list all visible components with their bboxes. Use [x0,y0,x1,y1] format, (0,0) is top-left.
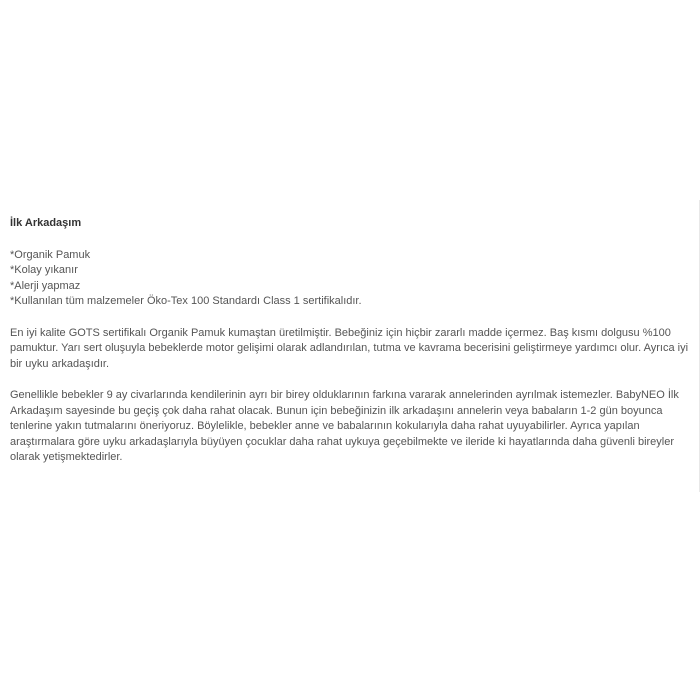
feature-list [10,248,694,310]
feature-item: *Alerji yapmaz [10,279,81,292]
description-paragraph: Genellikle bebekler 9 ay civarlarında kendilerinin ayrı bir birey olduklarının farkına vararak annelerinden ayrılmak istemezler. BabyNEO İlk Arkadaşım sayesinde bu geçiş çok daha rahat olacak. Bunun için bebeğinizin ilk arkadaşını annelerin veya babaların 1-2 gün boyunca tenlerine yakın tutmalarını öneriyoruz. Böylelikle, bebekler anne ve babalarının kokularıyla daha rahat uyuyabilirler. Ayrıca yapılan araştırmalara göre uyku arkadaşlarıyla büyüyen çocuklar daha rahat uykuya geçebilmekte ve ileride ki hayatlarında daha güvenli bireyler olarak yetişmektedirler. [10,389,679,463]
feature-item: *Kullanılan tüm malzemeler Öko-Tex 100 Standardı Class 1 sertifikalıdır. [10,295,362,307]
description-paragraph: En iyi kalite GOTS sertifikalı Organik Pamuk kumaştan üretilmiştir. Bebeğiniz için hiçbir zararlı madde içermez. Baş kısmı dolgusu %100 pamuktur. Yarı sert oluşuyla bebeklerde motor gelişimi olarak adlandırılan, tutma ve kavrama becerisini geliştirmeye yardımcı olur. Ayrıca iyi bir uyku arkadaşıdır. [10,326,689,370]
feature-item: *Kolay yıkanır [10,264,78,276]
feature-item: *Organik Pamuk [10,248,91,261]
product-title: İlk Arkadaşım [10,217,82,229]
product-description [10,216,694,482]
